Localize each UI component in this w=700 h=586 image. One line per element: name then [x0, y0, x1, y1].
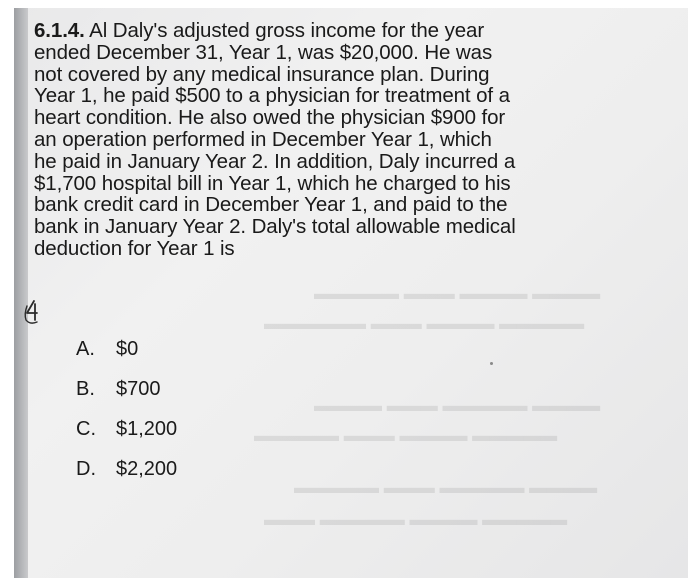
bleed-through-text: ▬▬▬▬ ▬▬▬▬▬ ▬▬▬ ▬▬▬▬▬: [294, 478, 598, 497]
question-block: [34, 20, 634, 260]
question-line: not covered by any medical insurance plan. During: [34, 62, 490, 86]
question-line: heart condition. He also owed the physician $900 for: [34, 106, 506, 130]
question-line: [34, 20, 634, 42]
option-value: $0: [116, 338, 139, 360]
handwritten-four-mark: [22, 298, 46, 326]
option-d[interactable]: [76, 458, 177, 498]
question-line: deduction for Year 1 is: [34, 236, 235, 260]
answer-options: [76, 338, 177, 498]
bleed-through-text: ▬▬▬▬▬ ▬▬▬▬ ▬▬▬ ▬▬▬▬▬▬: [264, 314, 585, 333]
option-letter: D.: [76, 458, 96, 480]
question-line: bank in January Year 2. Daly's total allowable medical: [34, 215, 516, 239]
option-value: $2,200: [116, 458, 178, 480]
page-edge-shadow: [14, 8, 28, 578]
question-line: Year 1, he paid $500 to a physician for treatment of a: [34, 84, 510, 108]
option-letter: C.: [76, 418, 96, 440]
option-a[interactable]: [76, 338, 177, 378]
question-number: 6.1.4.: [34, 19, 85, 42]
option-value: $1,200: [116, 418, 178, 440]
option-value: $700: [116, 378, 161, 400]
paper-speck: [490, 362, 493, 365]
bleed-through-text: ▬▬▬▬ ▬▬▬▬▬ ▬▬▬ ▬▬▬▬: [314, 396, 601, 415]
question-line: he paid in January Year 2. In addition, Daly incurred a: [34, 149, 516, 173]
bleed-through-text: ▬▬▬▬▬ ▬▬▬▬ ▬▬▬▬▬ ▬▬▬: [264, 510, 568, 529]
bleed-through-text: ▬▬▬▬ ▬▬▬▬ ▬▬▬ ▬▬▬▬▬: [314, 284, 601, 303]
bleed-through-text: ▬▬▬▬▬ ▬▬▬▬ ▬▬▬ ▬▬▬▬▬: [254, 426, 558, 445]
option-letter: B.: [76, 378, 95, 400]
question-line: bank credit card in December Year 1, and paid to the: [34, 193, 508, 217]
question-line: an operation performed in December Year 1, which: [34, 127, 492, 151]
option-b[interactable]: [76, 378, 177, 418]
option-letter: A.: [76, 338, 95, 360]
question-line: ended December 31, Year 1, was $20,000. He was: [34, 40, 493, 64]
option-c[interactable]: [76, 418, 177, 458]
question-text: Al Daly's adjusted gross income for the year: [89, 19, 485, 42]
question-line: $1,700 hospital bill in Year 1, which he charged to his: [34, 171, 511, 195]
